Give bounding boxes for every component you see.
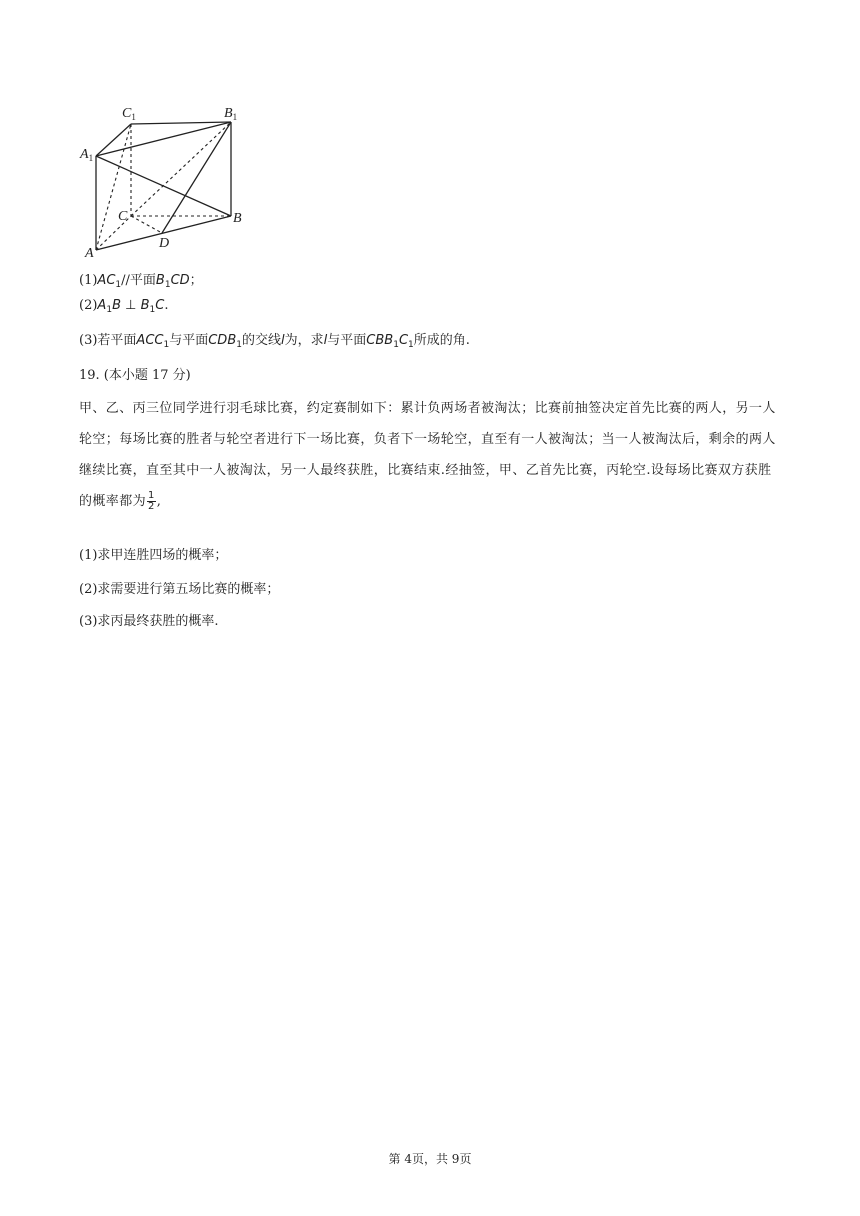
label-c1: $C_1$ bbox=[122, 106, 136, 122]
prism-figure bbox=[76, 100, 266, 265]
prism-diagram bbox=[76, 100, 266, 265]
label-c: C bbox=[118, 209, 128, 224]
q18-part1: $(1)AC_1//$平面$B_1CD$； bbox=[79, 273, 203, 290]
page-footer: 第 4页，共 9页 bbox=[388, 1152, 472, 1166]
q18-part3: (3)若平面$ACC_1$与平面$CDB_1$的交线l为，求l与平面$CBB_1C_1$所成的角. bbox=[79, 333, 470, 350]
q19-heading: 19. (本小题 17 分) bbox=[79, 368, 191, 383]
fraction-one-half: $\frac{1}{2}$ bbox=[148, 490, 155, 512]
label-b: B bbox=[233, 211, 242, 226]
edge-a1-b1 bbox=[96, 122, 231, 156]
label-d: D bbox=[159, 236, 170, 251]
edge-c-d bbox=[131, 216, 162, 233]
label-a1: $A_1$ bbox=[80, 147, 94, 163]
q19-body: 甲、乙、丙三位同学进行羽毛球比赛，约定赛制如下：累计负两场者被淘汰；比赛前抽签决定首先比赛的两人，另一人轮空；每场比赛的胜者与轮空者进行下一场比赛，负者下一场轮空，直至有一人被淘汰；当一人被淘汰后，剩余的两人继续比赛，直至其中一人被淘汰，另一人最终获胜，比赛结束.经抽签，甲、乙首先比赛，丙轮空.设每场比赛双方获胜的概率都为 $\frac{1}{2}$ , bbox=[79, 401, 776, 512]
q19-part1: (1)求甲连胜四场的概率； bbox=[79, 548, 228, 563]
edge-c1-b1 bbox=[131, 122, 231, 124]
q18-part2: $(2)A_1B$ ⊥ $B_1C$. bbox=[79, 298, 169, 315]
label-b1: $B_1$ bbox=[224, 106, 238, 122]
q19-part3: (3)求丙最终获胜的概率. bbox=[79, 614, 219, 629]
q19-part2: (2)求需要进行第五场比赛的概率； bbox=[79, 582, 280, 597]
edge-a-c1 bbox=[96, 124, 131, 250]
label-a: A bbox=[85, 246, 94, 261]
